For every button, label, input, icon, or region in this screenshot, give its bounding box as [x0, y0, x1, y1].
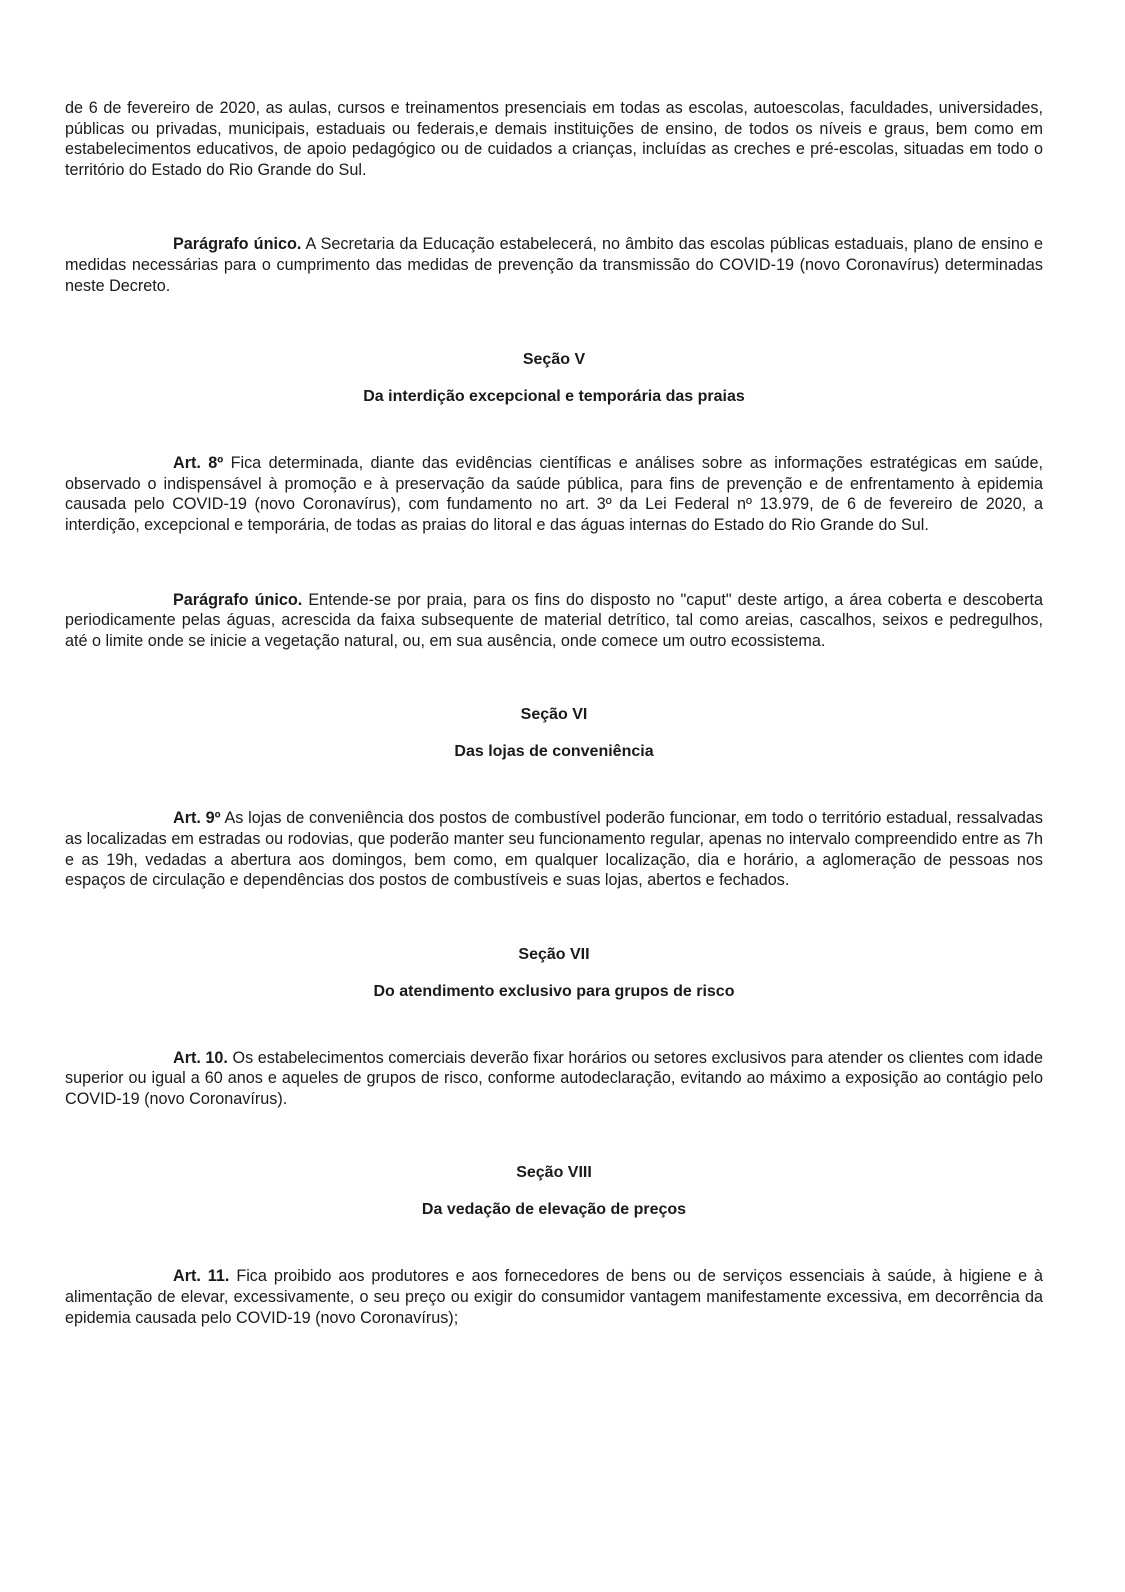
article-lead: Art. 9º — [173, 809, 221, 828]
paragraph-single-education — [65, 234, 1043, 296]
section-viii-subtitle: Da vedação de elevação de preços — [421, 1201, 687, 1219]
paragraph-continuation: de 6 de fevereiro de 2020, as aulas, cursos e treinamentos presenciais em todas as escolas, autoescolas, faculdades, universidades, públicas ou privadas, municipais, estaduais ou federais,e demais instituições de ensino, de todos os níveis e graus, bem como em estabelecimentos educativos, de apoio pedagógico ou de cuidados a crianças, incluídas as creches e pré-escolas, situadas em todo o território do Estado do Rio Grande do Sul. — [65, 99, 1043, 179]
paragraph-text: A Secretaria da Educação estabelecerá, no âmbito das escolas públicas estaduais, plano de ensino e medidas necessárias para o cumprimento das medidas de prevenção da transmissão do COVID-19 (novo Coronavírus) determinadas neste Decreto. — [65, 235, 1043, 295]
article-lead: Art. 10. — [173, 1048, 228, 1067]
section-vii-subtitle: Do atendimento exclusivo para grupos de risco — [373, 982, 735, 1000]
section-vi-title: Seção VI — [520, 706, 588, 724]
article-11 — [65, 1266, 1043, 1328]
article-10 — [65, 1048, 1043, 1110]
paragraph-text: Entende-se por praia, para os fins do disposto no "caput" deste artigo, a área coberta e descoberta periodicamente pelas águas, acrescida da faixa subsequente de material detrítico, tal como areias, cascalhos, seixos e pedregulhos, até o limite onde se inicie a vegetação natural, ou, em sua ausência, onde comece um outro ecossistema. — [65, 590, 1043, 650]
section-vii-title: Seção VII — [518, 945, 590, 963]
article-lead: Art. 11. — [173, 1267, 230, 1286]
article-text: Fica determinada, diante das evidências científicas e análises sobre as informações estratégicas em saúde, observado o indispensável à promoção e à preservação da saúde pública, para fins de prevenção e de enfrentamento à epidemia causada pelo COVID-19 (novo Coronavírus), com fundamento no art. 3º da Lei Federal nº 13.979, de 6 de fevereiro de 2020, a interdição, excepcional e temporária, de todas as praias do litoral e das águas internas do Estado do Rio Grande do Sul. — [65, 454, 1044, 534]
article-9 — [65, 808, 1043, 890]
paragraph-lead: Parágrafo único. — [173, 235, 302, 254]
article-text: Os estabelecimentos comerciais deverão fixar horários ou setores exclusivos para atender os clientes com idade superior ou igual a 60 anos e aqueles de grupos de risco, conforme autodeclaração, evitando ao máximo a exposição ao contágio pelo COVID-19 (novo Coronavírus). — [65, 1048, 1043, 1108]
article-text: As lojas de conveniência dos postos de combustível poderão funcionar, em todo o território estadual, ressalvadas as localizadas em estradas ou rodovias, que poderão manter seu funcionamento regular, apenas no intervalo compreendido entre as 7h e as 19h, vedadas a abertura aos domingos, bem como, em qualquer localização, dia e horário, a aglomeração de pessoas nos espaços de circulação e dependências dos postos de combustíveis e suas lojas, abertos e fechados. — [65, 809, 1043, 890]
article-lead: Art. 8º — [173, 454, 224, 473]
paragraph-single-beach — [65, 590, 1043, 652]
article-text: Fica proibido aos produtores e aos fornecedores de bens ou de serviços essenciais à saúde, à higiene e à alimentação de elevar, excessivamente, o seu preço ou exigir do consumidor vantagem manifestamente excessiva, em decorrência da epidemia causada pelo COVID-19 (novo Coronavírus); — [65, 1267, 1043, 1327]
section-v-title: Seção V — [522, 351, 586, 369]
paragraph-lead: Parágrafo único. — [173, 590, 303, 609]
section-v-subtitle: Da interdição excepcional e temporária das praias — [363, 388, 745, 406]
article-8 — [65, 453, 1043, 535]
section-vi-subtitle: Das lojas de conveniência — [454, 743, 654, 761]
section-viii-title: Seção VIII — [516, 1164, 592, 1182]
document-page — [65, 98, 1043, 1328]
